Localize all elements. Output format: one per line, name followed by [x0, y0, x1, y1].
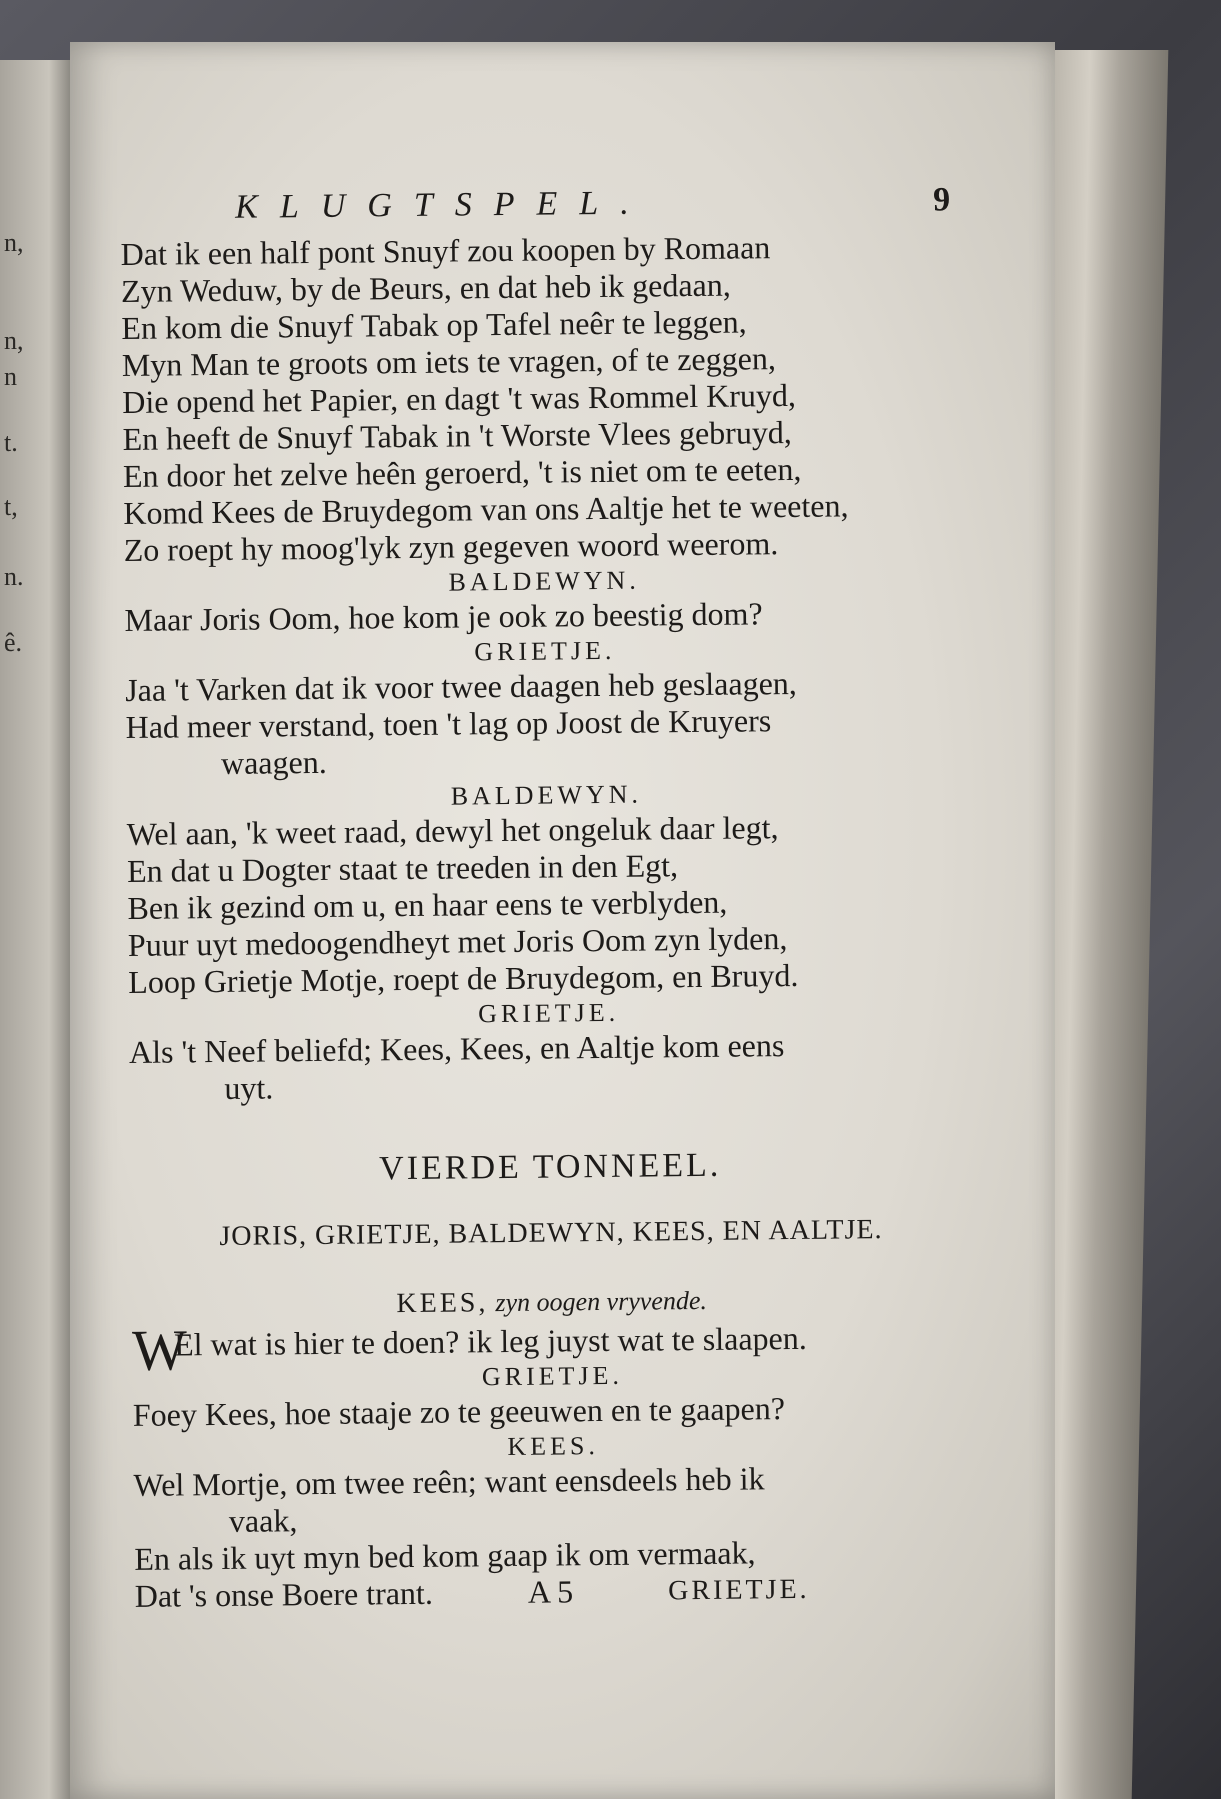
- verse-line: En dat u Dogter staat te treeden in den Egt,: [126, 847, 679, 889]
- left-page-fragment: n,: [4, 326, 24, 355]
- verse-line: Maar Joris Oom, hoe kom je ook zo beestig dom?: [124, 595, 763, 638]
- verse-line: En door het zelve heên geroerd, 't is niet om te eeten,: [122, 450, 802, 494]
- verse-line: Had meer verstand, toen 't lag op Joost de Kruyers: [125, 702, 772, 745]
- verse-line: Loop Grietje Motje, roept de Bruydegom, en Bruyd.: [128, 956, 799, 1000]
- verse-line: Puur uyt medoogendheyt met Joris Oom zyn lyden,: [127, 920, 788, 963]
- verse-line: Als 't Neef beliefd; Kees, Kees, en Aaltje kom eens: [128, 1027, 785, 1070]
- verse-line: En als ik uyt myn bed kom gaap ik om vermaak,: [134, 1534, 756, 1577]
- page-number: 9: [932, 181, 951, 219]
- left-page-fragment: t.: [4, 428, 18, 457]
- verse-continuation: uyt.: [224, 1069, 274, 1106]
- verse-line: En kom die Snuyf Tabak op Tafel neêr te leggen,: [121, 303, 747, 346]
- left-page-fragment: ê.: [4, 628, 23, 657]
- left-page: [0, 60, 70, 1799]
- verse-line: Wel aan, 'k weet raad, dewyl het ongeluk daar legt,: [126, 809, 779, 852]
- page-text: [120, 181, 975, 1615]
- verse-line: Dat ik een half pont Snuyf zou koopen by Romaan: [120, 229, 771, 272]
- verse-line: Wel Mortje, om twee reên; want eensdeels heb ik: [133, 1460, 765, 1503]
- speaker-name: GRIETJE.: [474, 635, 616, 667]
- speaker-name: GRIETJE.: [477, 997, 620, 1029]
- cast-list: JORIS, GRIETJE, BALDEWYN, KEES, EN AALTJE.: [219, 1214, 883, 1253]
- stage-direction: zyn oogen vryvende.: [495, 1285, 708, 1318]
- verse-continuation: waagen.: [220, 743, 327, 781]
- dropcap-letter: W: [131, 1317, 188, 1383]
- verse-line: En heeft de Snuyf Tabak in 't Worste Vlees gebruyd,: [122, 413, 793, 457]
- verse-line: Zyn Weduw, by de Beurs, en dat heb ik gedaan,: [120, 266, 731, 309]
- verse-line: Jaa 't Varken dat ik voor twee daagen heb geslaagen,: [125, 664, 797, 708]
- verse-line: Komd Kees de Bruydegom van ons Aaltje het te weeten,: [123, 487, 849, 531]
- scene-title: VIERDE TONNEEL.: [378, 1146, 722, 1188]
- verse-line: Ben ik gezind om u, en haar eens te verblyden,: [127, 883, 728, 926]
- left-page-fragment: t,: [4, 492, 18, 521]
- speaker-name: KEES.: [507, 1431, 600, 1462]
- verse-line: Die opend het Papier, en dagt 't was Rommel Kruyd,: [122, 376, 797, 420]
- verse-continuation: vaak,: [228, 1502, 298, 1539]
- left-page-fragment: n,: [4, 228, 24, 257]
- signature-mark: A 5: [527, 1573, 574, 1610]
- speaker-name: BALDEWYN.: [448, 565, 640, 597]
- last-line: Dat 's onse Boere trant.: [134, 1574, 434, 1614]
- speaker-name: BALDEWYN.: [450, 779, 643, 811]
- dropcap-line-text: El wat is hier te doen? ik leg juyst wat te slaapen.: [173, 1319, 807, 1363]
- verse-line: Myn Man te groots om iets te vragen, of te zeggen,: [121, 340, 777, 383]
- stage-speaker: KEES,: [396, 1287, 489, 1320]
- text-block-2: [132, 1355, 974, 1578]
- verse-line: Foey Kees, hoe staaje zo te geeuwen en te gaapen?: [132, 1390, 786, 1433]
- running-head: KLUGTSPEL.: [234, 184, 651, 226]
- left-page-fragment: n.: [4, 562, 24, 591]
- text-block-1: [120, 227, 969, 1108]
- left-page-fragment: n: [4, 362, 17, 391]
- verse-line: Zo roept hy moog'lyk zyn gegeven woord weerom.: [123, 525, 779, 568]
- catchword: GRIETJE.: [668, 1573, 810, 1607]
- speaker-name: GRIETJE.: [481, 1360, 624, 1392]
